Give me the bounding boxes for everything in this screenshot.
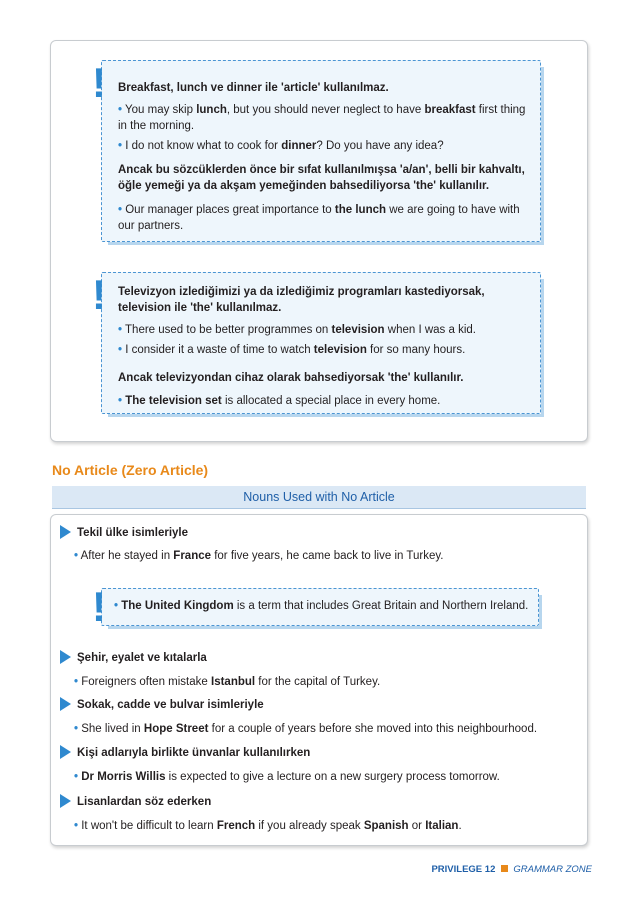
category-label: Tekil ülke isimleriyle	[77, 527, 189, 539]
category-label: Sokak, cadde ve bulvar isimleriyle	[77, 699, 264, 711]
triangle-bullet-icon	[60, 697, 71, 711]
note-heading-2: Ancak televizyondan cihaz olarak bahsediyorsak 'the' kullanılır.	[118, 372, 464, 384]
category-label: Lisanlardan söz ederken	[77, 796, 212, 808]
triangle-bullet-icon	[60, 650, 71, 664]
exclamation-icon: !	[92, 271, 106, 318]
section-title: No Article (Zero Article)	[52, 462, 209, 478]
note-bullet: • I consider it a waste of time to watch television for so many hours.	[118, 344, 466, 356]
category-label: Kişi adlarıyla birlikte ünvanlar kullanılırken	[77, 747, 311, 759]
example-bullet: • Dr Morris Willis is expected to give a lecture on a new surgery process tomorrow.	[74, 771, 500, 783]
note-heading: Televizyon izlediğimizi ya da izlediğimiz programları kastediyorsak, television ile 'the' kullanılmaz.	[118, 286, 485, 314]
note-bullet: • There used to be better programmes on television when I was a kid.	[118, 324, 476, 336]
note-bullet: • The United Kingdom is a term that includes Great Britain and Northern Ireland.	[114, 600, 529, 612]
note-bullet: • I do not know what to cook for dinner? Do you have any idea?	[118, 140, 444, 152]
example-bullet: • She lived in Hope Street for a couple of years before she moved into this neighbourhood.	[74, 723, 538, 735]
page-footer	[431, 864, 592, 876]
example-bullet: • After he stayed in France for five years, he came back to live in Turkey.	[74, 550, 444, 562]
triangle-bullet-icon	[60, 745, 71, 759]
example-bullet: • It won't be difficult to learn French if you already speak Spanish or Italian.	[74, 820, 462, 832]
note-bullet: • Our manager places great importance to the lunch we are going to have with our partners.	[118, 204, 520, 232]
square-icon	[501, 865, 508, 872]
note-heading: Breakfast, lunch ve dinner ile 'article' kullanılmaz.	[118, 82, 389, 94]
exclamation-icon: !	[92, 583, 106, 630]
category-label: Şehir, eyalet ve kıtalarla	[77, 652, 207, 664]
triangle-bullet-icon	[60, 525, 71, 539]
triangle-bullet-icon	[60, 794, 71, 808]
note-heading-2: Ancak bu sözcüklerden önce bir sıfat kullanılmışsa 'a/an', belli bir kahvaltı, öğle yemeği ya da akşam yemeğinden bahsediliyorsa 'the' kullanılır.	[118, 164, 525, 192]
footer-brand: PRIVILEGE 12	[431, 864, 496, 875]
exclamation-icon: !	[92, 59, 106, 106]
section-banner: Nouns Used with No Article	[52, 486, 586, 509]
footer-section: GRAMMAR ZONE	[513, 864, 592, 875]
example-bullet: • Foreigners often mistake Istanbul for the capital of Turkey.	[74, 676, 381, 688]
note-bullet: • You may skip lunch, but you should never neglect to have breakfast first thing in the morning.	[118, 104, 526, 132]
note-bullet: • The television set is allocated a special place in every home.	[118, 395, 441, 407]
